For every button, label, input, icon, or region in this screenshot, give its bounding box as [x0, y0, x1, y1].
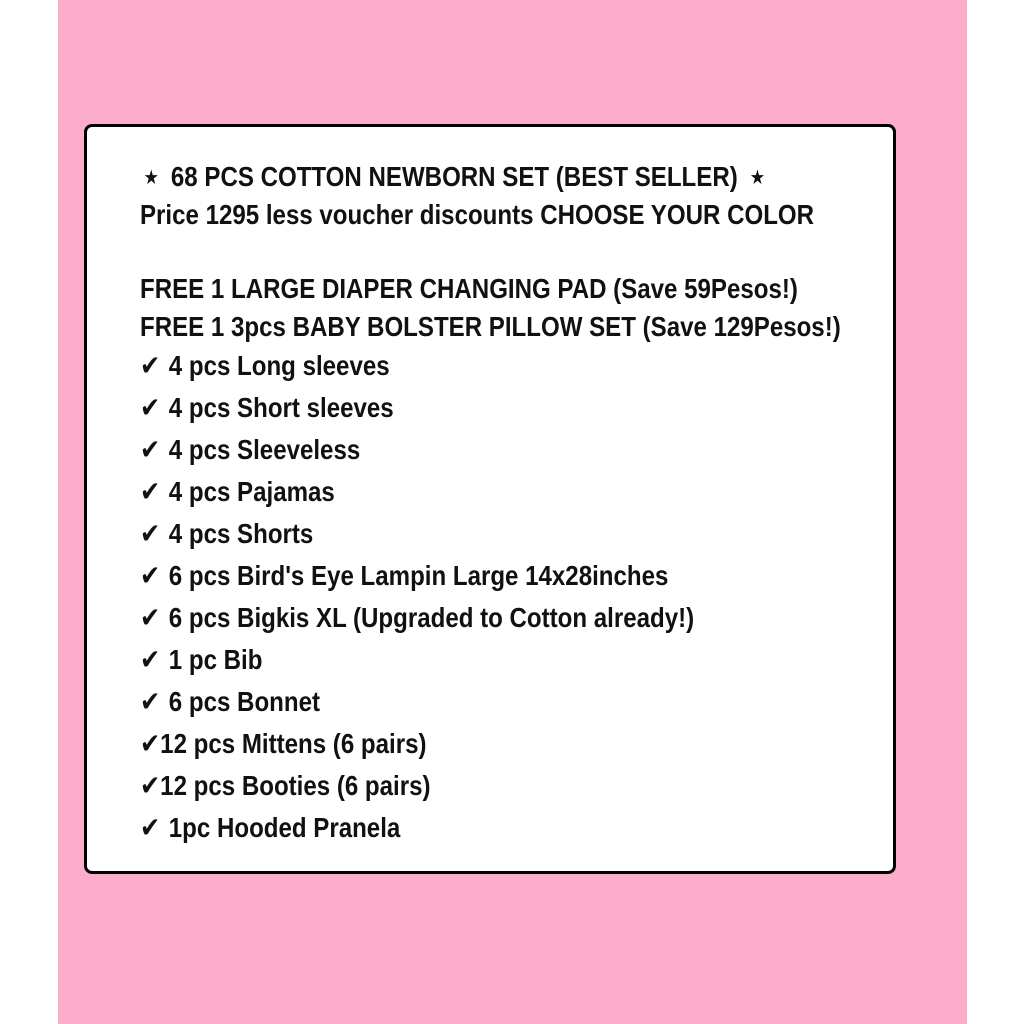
list-item	[140, 471, 790, 513]
list-item-label: 1pc Hooded Pranela	[168, 812, 401, 843]
list-item	[140, 639, 790, 681]
list-item	[140, 723, 790, 765]
check-icon: ✔	[140, 433, 161, 466]
free-item: FREE 1 3pcs BABY BOLSTER PILLOW SET (Save 129Pesos!)	[140, 310, 841, 342]
check-icon: ✔	[140, 391, 161, 424]
check-icon: ✔	[140, 727, 161, 760]
list-item	[140, 681, 790, 723]
check-icon: ✔	[140, 811, 161, 844]
price-line: Price 1295 less voucher discounts CHOOSE YOUR COLOR	[140, 198, 815, 230]
list-item-label: 4 pcs Shorts	[168, 518, 314, 549]
check-icon: ✔	[140, 475, 161, 508]
list-item	[140, 429, 790, 471]
list-item	[140, 807, 790, 849]
included-items-list	[140, 345, 790, 849]
list-item-label: 4 pcs Short sleeves	[168, 392, 394, 423]
list-item	[140, 765, 790, 807]
star-icon: ★	[143, 165, 159, 189]
list-item-label: 1 pc Bib	[168, 644, 263, 675]
list-item-label: 6 pcs Bonnet	[168, 686, 320, 717]
title-line	[140, 158, 790, 196]
list-item	[140, 345, 790, 387]
check-icon: ✔	[140, 685, 161, 718]
check-icon: ✔	[140, 349, 161, 382]
list-item-label: 6 pcs Bigkis XL (Upgraded to Cotton already!)	[168, 602, 695, 633]
list-item	[140, 387, 790, 429]
list-item-label: 4 pcs Pajamas	[168, 476, 335, 507]
spacer	[140, 233, 790, 270]
list-item	[140, 597, 790, 639]
list-item-label: 12 pcs Mittens (6 pairs)	[160, 728, 427, 759]
check-icon: ✔	[140, 559, 161, 592]
list-item	[140, 513, 790, 555]
list-item-label: 12 pcs Booties (6 pairs)	[160, 770, 431, 801]
star-icon: ★	[749, 165, 766, 189]
product-description	[140, 158, 841, 849]
product-title: 68 PCS COTTON NEWBORN SET (BEST SELLER)	[170, 161, 738, 192]
check-icon: ✔	[140, 643, 161, 676]
free-item: FREE 1 LARGE DIAPER CHANGING PAD (Save 59Pesos!)	[140, 273, 798, 304]
list-item-label: 6 pcs Bird's Eye Lampin Large 14x28inches	[168, 560, 669, 591]
list-item-label: 4 pcs Long sleeves	[168, 350, 390, 381]
check-icon: ✔	[140, 601, 161, 634]
check-icon: ✔	[140, 769, 161, 802]
check-icon: ✔	[140, 517, 161, 550]
list-item-label: 4 pcs Sleeveless	[168, 434, 361, 465]
list-item	[140, 555, 790, 597]
